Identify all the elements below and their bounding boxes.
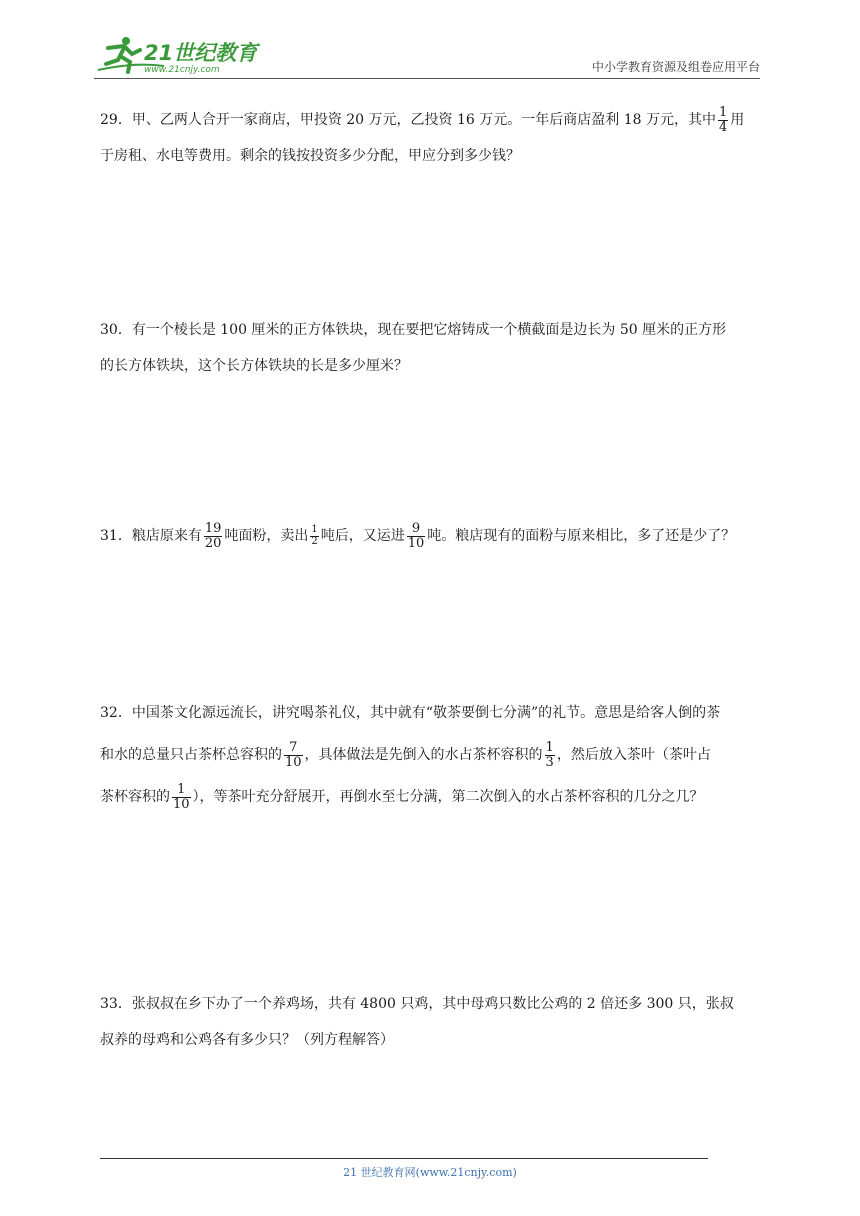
fraction-1-3: $\frac{1}{3}$ (545, 739, 554, 770)
logo-url: www.21cnjy.com (144, 65, 220, 75)
question-30-line-1: 30．有一个棱长是 100 厘米的正方体铁块，现在要把它熔铸成一个横截面是边长为 50 厘米的正方形 (100, 322, 727, 338)
fraction-1-2: $\frac{1}{2}$ (311, 524, 318, 547)
fraction-7-10: $\frac{7}{10}$ (285, 739, 302, 770)
question-32-line-2: 和水的总量只占茶杯总容积的 $\frac{7}{10}$ ，具体做法是先倒入的水占茶杯容积的 $\frac{1}{3}$ ，然后放入茶叶（茶叶占 (100, 739, 711, 770)
header-tagline: 中小学教育资源及组卷应用平台 (591, 60, 760, 74)
footer-divider (100, 1158, 708, 1159)
question-33 (100, 986, 760, 1058)
page-header (94, 34, 760, 79)
fraction-19-20: $\frac{19}{20}$ (204, 520, 222, 551)
fraction-9-10: $\frac{9}{10}$ (407, 520, 425, 551)
question-32 (100, 692, 760, 818)
question-32-line-3: 茶杯容积的 $\frac{1}{10}$ ），等茶叶充分舒展开，再倒水至七分满，第二次倒入的水占茶杯容积的几分之几？ (100, 781, 704, 812)
fraction-1-4: $\frac{1}{4}$ (718, 104, 728, 135)
question-30 (100, 312, 760, 384)
question-30-line-2: 的长方体铁块，这个长方体铁块的长是多少厘米？ (100, 358, 408, 374)
question-29-line-1: 29．甲、乙两人合开一家商店，甲投资 20 万元，乙投资 16 万元。一年后商店盈利 18 万元，其中 $\frac{1}{4}$ 用 (100, 104, 745, 135)
question-31-line-1: 31．粮店原来有 $\frac{19}{20}$ 吨面粉，卖出 $\frac{1}{2}$ 吨后，又运进 $\frac{9}{10}$ 吨。粮店现有的面粉与原来相比，多了还是少了？ (100, 520, 736, 551)
question-33-line-2: 叔养的母鸡和公鸡各有多少只？（列方程解答） (100, 1032, 394, 1048)
question-29-line-2: 于房租、水电等费用。剩余的钱按投资多少分配，甲应分到多少钱？ (100, 148, 520, 164)
site-logo (94, 34, 274, 76)
question-33-line-1: 33．张叔叔在乡下办了一个养鸡场，共有 4800 只鸡，其中母鸡只数比公鸡的 2 倍还多 300 只，张叔 (100, 996, 734, 1012)
question-29 (100, 102, 760, 174)
fraction-1-10: $\frac{1}{10}$ (173, 781, 190, 812)
question-32-line-1: 32．中国茶文化源远流长，讲究喝茶礼仪，其中就有“敬茶要倒七分满”的礼节。意思是给客人倒的茶 (100, 705, 721, 721)
logo-runner-icon (94, 34, 274, 76)
page-footer: 21 世纪教育网(www.21cnjy.com) (343, 1166, 517, 1179)
logo-text: 21世纪教育 (144, 41, 258, 65)
question-31 (100, 518, 760, 554)
